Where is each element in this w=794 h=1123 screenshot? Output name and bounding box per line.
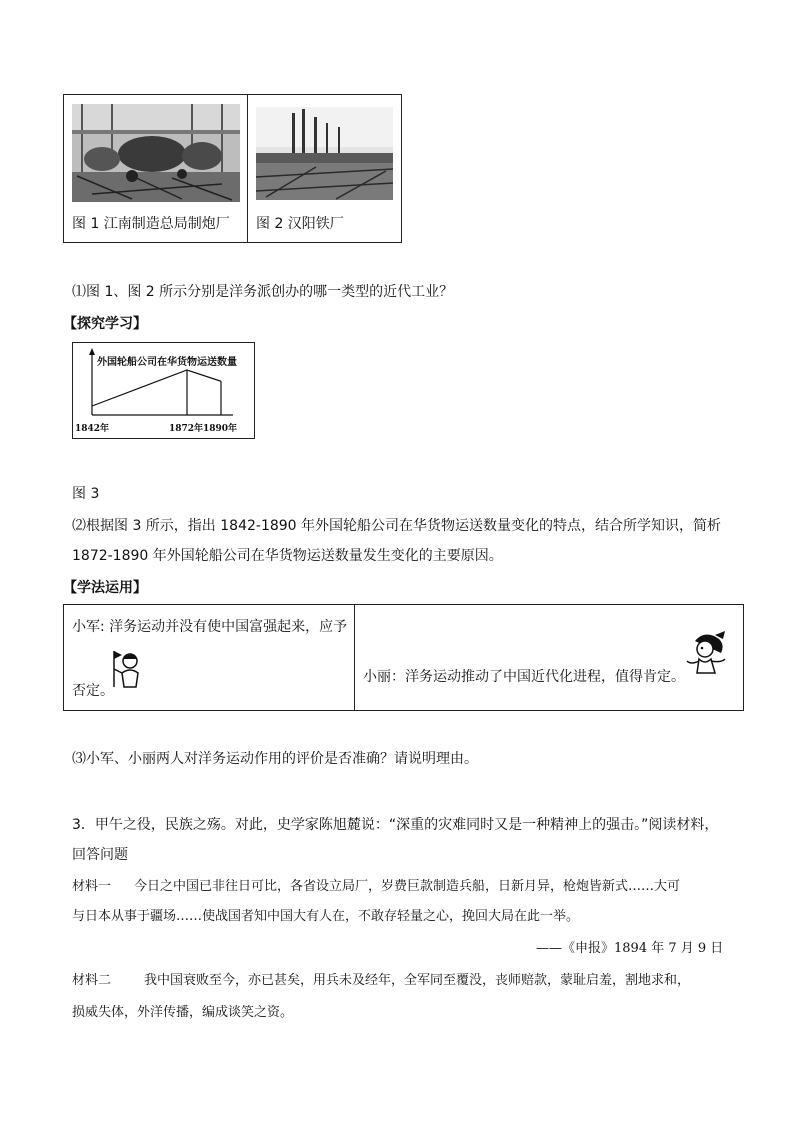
material-2-line-1: 我中国衰败至今，亦已甚矣，用兵未及经年，全军同至覆没，丧师赔款，蒙耻启羞，割地求和， [144,973,691,988]
question-1: ⑴图 1、图 2 所示分别是洋务派创办的哪一类型的近代工业？ [72,284,454,300]
problem-3-line-2: 回答问题 [72,847,128,863]
problem-3-line-1: 3．甲午之役，民族之殇。对此，史学家陈旭麓说：“深重的灾难同时又是一种精神上的强击。”阅读材料， [72,817,719,833]
figure-1-caption: 图 1 江南制造总局制炮厂 [72,216,230,232]
material-1-line-2: 与日本从事于疆场……使战国者知中国大有人在，不敢存轻量之心，挽回大局在此一举。 [72,909,580,924]
material-1-source: ——《申报》1894 年 7 月 9 日 [536,941,724,956]
ironworks-photo [256,107,393,200]
opinion-table [63,604,744,711]
material-2-label: 材料二 [72,973,112,988]
figure-2-caption: 图 2 汉阳铁厂 [256,216,344,232]
question-3: ⑶小军、小丽两人对洋务运动作用的评价是否准确？请说明理由。 [72,751,478,767]
girl-figure-icon [685,631,729,675]
figure-table [63,94,402,243]
series-line [92,370,221,406]
ironworks-photo-image [256,107,393,200]
material-1-line-1: 今日之中国已非往日可比，各省设立局厂，岁费巨款制造兵船，日新月异，枪炮皆新式……大可 [134,879,681,894]
material-2-line-2: 损威失体，外洋传播，编成谈笑之资。 [72,1005,294,1020]
figure-3-label: 图 3 [72,486,100,502]
opinion-cell-xiaojun [64,605,355,710]
figure-cell-2 [248,95,401,242]
xiaojun-opinion-line-1: 小军: 洋务运动并没有使中国富强起来，应予 [72,619,348,635]
xiaoli-opinion: 小丽：洋务运动推动了中国近代化进程，值得肯定。 [363,669,685,685]
chart-svg [73,343,254,438]
arsenal-photo [72,104,240,202]
arsenal-photo-image [72,104,240,202]
x-tick-label-0: 1842年 [75,424,110,434]
question-2-line-1: ⑵根据图 3 所示，指出 1842-1890 年外国轮船公司在华货物运送数量变化的特点，结合所学知识，简析 [72,518,722,534]
chart-title: 外国轮船公司在华货物运送数量 [97,357,237,368]
opinion-cell-xiaoli [355,605,743,710]
section-explore-heading: 【探究学习】 [63,316,147,332]
x-tick-label-1: 1872年 [169,424,204,434]
y-axis-arrow [89,348,95,355]
section-method-heading: 【学法运用】 [63,580,147,596]
figure-cell-1 [64,95,248,242]
material-1-label: 材料一 [72,879,112,894]
figure-3-chart [72,342,255,439]
x-tick-label-2: 1890年 [203,424,238,434]
question-2-line-2: 1872-1890 年外国轮船公司在华货物运送数量发生变化的主要原因。 [72,548,503,564]
xiaojun-opinion-line-2: 否定。 [72,683,114,699]
